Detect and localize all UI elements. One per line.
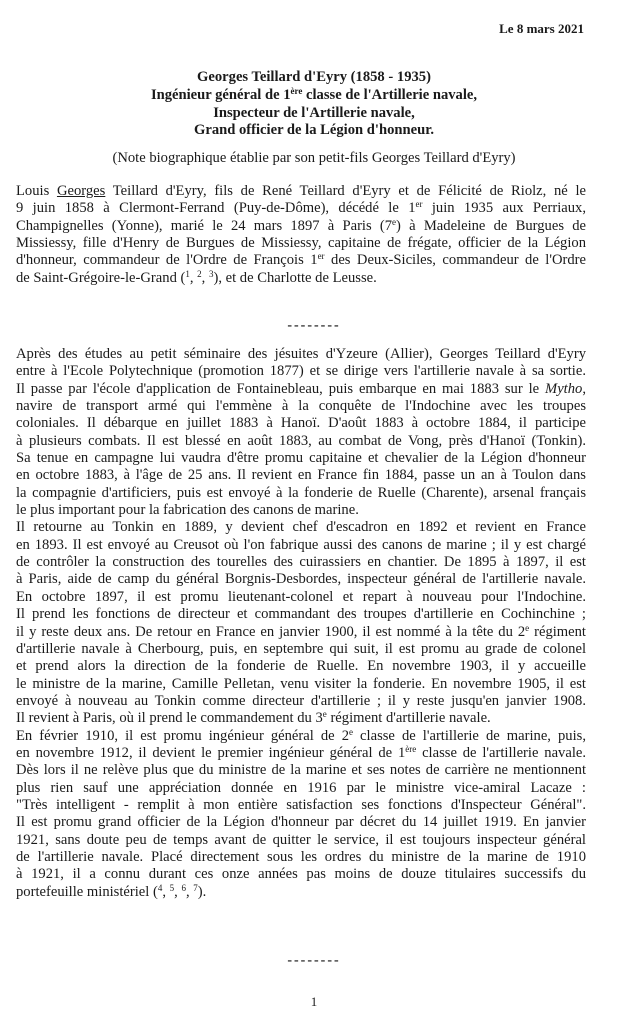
text-line: Missiessy, fille d'Henry de Burgues de Missiessy, capitaine de frégate, officier de la Légion <box>16 235 586 252</box>
superscript: e <box>392 216 397 227</box>
text-line: d'artillerie navale à Cherbourg, puis, en septembre qui suit, il est promu au grade de colonel <box>16 640 586 657</box>
paragraph-genealogy <box>16 183 586 287</box>
text: Teillard d'Eyry, fils de René Teillard d'Eyry et de Félicité de Riolz, né le <box>105 183 587 199</box>
title-honor-line: Grand officier de la Légion d'honneur. <box>193 122 434 139</box>
text: régiment d'artillerie navale. <box>326 710 491 727</box>
superscript: e <box>322 709 327 720</box>
text-line: de Saint-Grégoire-le-Grand ($^1$, $^2$, $^3$), et de Charlotte de Leusse. <box>16 268 377 286</box>
text-line: envoyé à nouveau au Tonkin comme directeur d'artillerie ; il y reste jusqu'en janvier 1908. <box>16 692 586 709</box>
text-line: Après des études au petit séminaire des jésuites d'Yzeure (Allier), Georges Teillard d'Eyry <box>16 346 586 362</box>
text: Louis <box>16 183 57 199</box>
text-line: la compagnie d'artificiers, puis est envoyé à la fonderie de Ruelle (Charente), arsenal français <box>16 484 586 501</box>
text: ) à Madeleine de Burgues de <box>396 217 586 234</box>
text: des Deux-Siciles, commandeur de l'Ordre <box>324 252 586 269</box>
title-rank-text: Ingénieur général de 1 <box>150 86 291 103</box>
underlined-name: Georges <box>56 183 106 199</box>
footnote-ref[interactable]: 2 <box>197 268 202 279</box>
text: d'honneur, commandeur de l'Ordre de François 1 <box>16 252 318 269</box>
superscript: er <box>317 251 325 262</box>
text-line: de l'artillerie navale. Placé directement sous les ordres du ministre de la marine de 1910 <box>16 848 586 865</box>
text-line: En octobre 1897, il est promu lieutenant-colonel et repart à nouveau pour l'Indochine. <box>16 588 586 605</box>
text: En février 1910, il est promu ingénieur général de 2 <box>16 727 349 744</box>
text-line: le plus important pour la fabrication des canons de marine. <box>16 502 359 519</box>
superscript: er <box>415 199 423 210</box>
text: ). <box>197 883 207 900</box>
text: régiment <box>529 623 586 640</box>
text-line <box>16 183 586 200</box>
text-line <box>16 381 586 398</box>
text-line <box>16 252 586 269</box>
text: ), et de Charlotte de Leusse. <box>213 269 377 286</box>
footnote-ref[interactable]: 1 <box>185 268 190 279</box>
text-line: Il retourne au Tonkin en 1889, y devient chef d'escadron en 1892 et revient en France <box>16 519 586 536</box>
text-line <box>16 745 586 762</box>
text-line: de contrôler la construction des tourelles des cuirassiers en chantier. De 1895 à 1897, il est <box>16 554 586 571</box>
text: Champignelles (Yonne), marié le 24 mars 1897 à Paris (7 <box>16 217 393 234</box>
text-line <box>16 200 586 217</box>
text-line <box>16 710 586 727</box>
title-rank-text-end: classe de l'Artillerie navale, <box>302 86 478 103</box>
footnote-ref[interactable]: 6 <box>181 882 186 893</box>
text-line: et prend alors la direction de la fonderie de Ruelle. En novembre 1903, il y accueille <box>16 658 586 675</box>
superscript: ère <box>290 85 303 96</box>
text: en novembre 1912, il devient le premier ingénieur général de 1 <box>16 744 406 761</box>
title-inspector-line: Inspecteur de l'Artillerie navale, <box>213 104 415 121</box>
text-line <box>16 728 586 745</box>
section-separator: -------- <box>287 953 341 968</box>
title-name-line: Georges Teillard d'Eyry (1858 - 1935) <box>197 69 431 85</box>
footnote-ref[interactable]: 4 <box>157 882 163 893</box>
text: 9 juin 1858 à Clermont-Ferrand (Puy-de-Dôme), décédé le 1 <box>16 200 416 217</box>
text: Il passe par l'école d'application de Fontainebleau, puis embarque en mai 1883 sur le <box>16 380 546 397</box>
text-line: en octobre 1883, à l'âge de 25 ans. Il revient en France fin 1884, passe un an à Toulon dans <box>16 467 586 484</box>
text-line <box>16 624 586 641</box>
footnote-ref[interactable]: 3 <box>208 268 214 279</box>
superscript: e <box>349 726 353 737</box>
text-line: en 1893. Il est envoyé au Creusot où l'on fabrique aussi des canons de marine ; il y est chargé <box>16 536 586 553</box>
text: classe de l'artillerie de marine, puis, <box>353 727 586 744</box>
text: portefeuille ministériel ( <box>16 883 158 900</box>
superscript: e <box>525 622 530 633</box>
text-line: Il est promu grand officier de la Légion d'honneur par décret du 14 juillet 1919. En janvier <box>16 814 586 831</box>
text-line: Sa tenue en campagne lui vaudra d'être promu capitaine et chevalier de la Légion d'honneur <box>16 450 586 467</box>
text-line: coloniales. Il débarque en juillet 1883 à Hanoï. D'août 1883 à octobre 1884, il participe <box>16 415 586 432</box>
footnote-ref[interactable]: 7 <box>193 882 198 893</box>
text: classe de l'artillerie navale. <box>416 744 587 761</box>
text-line: portefeuille ministériel ($^4$, $^5$, $^6$, $^7$). <box>16 882 207 900</box>
ship-name: Mytho <box>545 380 583 397</box>
footnote-ref[interactable]: 5 <box>169 882 175 893</box>
text-line: à 1921, il a connu durant ces onze années pas moins de douze titulaires successifs du <box>16 866 586 883</box>
text-line: navire de transport armé qui l'emmène à la conquête de l'Indochine avec les troupes <box>16 398 586 415</box>
section-separator: -------- <box>287 318 341 333</box>
text: , <box>582 380 586 397</box>
document-date: Le 8 mars 2021 <box>499 21 584 36</box>
title-rank-line <box>0 87 628 105</box>
document-title <box>0 69 628 140</box>
text-line: à plusieurs combats. Il est blessé en août 1883, au combat de Vong, près d'Hanoï (Tonkin). <box>16 432 586 449</box>
text-line: plus rien sauf une appréciation donnée en 1916 par le ministre vice-amiral Lacaze : <box>16 779 586 796</box>
text-line: à Paris, aide de camp du général Borgnis-Desbordes, inspecteur général de l'artillerie navale. <box>16 571 586 588</box>
biographical-note: (Note biographique établie par son petit-fils Georges Teillard d'Eyry) <box>112 150 516 166</box>
text: Il revient à Paris, où il prend le commandement du 3 <box>16 710 323 727</box>
text: de Saint-Grégoire-le-Grand ( <box>16 269 186 286</box>
text-line: "Très intelligent - remplit à mon entière satisfaction ses fonctions d'Inspecteur Général". <box>16 796 586 813</box>
text-line: 1921, sans doute peu de temps avant de quitter le service, il est toujours inspecteur général <box>16 831 586 848</box>
text-line <box>16 218 586 235</box>
text-line: Il prend les fonctions de directeur et commandant des troupes d'artillerie en Cochinchine ; <box>16 606 586 623</box>
text-line: entre à l'Ecole Polytechnique (promotion 1877) et se dirige vers l'artillerie navale à sa sortie. <box>16 363 586 380</box>
text: juin 1935 aux Perriaux, <box>422 200 586 217</box>
text-line: le ministre de la marine, Camille Pelletan, venu visiter la fonderie. En novembre 1905, il est <box>16 675 586 692</box>
text-line: Dès lors il ne relève plus que du ministre de la marine et ses notes de carrière ne mentionnent <box>16 762 586 779</box>
text: il y reste deux ans. De retour en France en janvier 1900, il est nommé à la tête du 2 <box>16 623 526 640</box>
superscript: ère <box>405 743 417 754</box>
paragraph-career <box>16 346 586 901</box>
page-number: 1 <box>310 994 318 1009</box>
